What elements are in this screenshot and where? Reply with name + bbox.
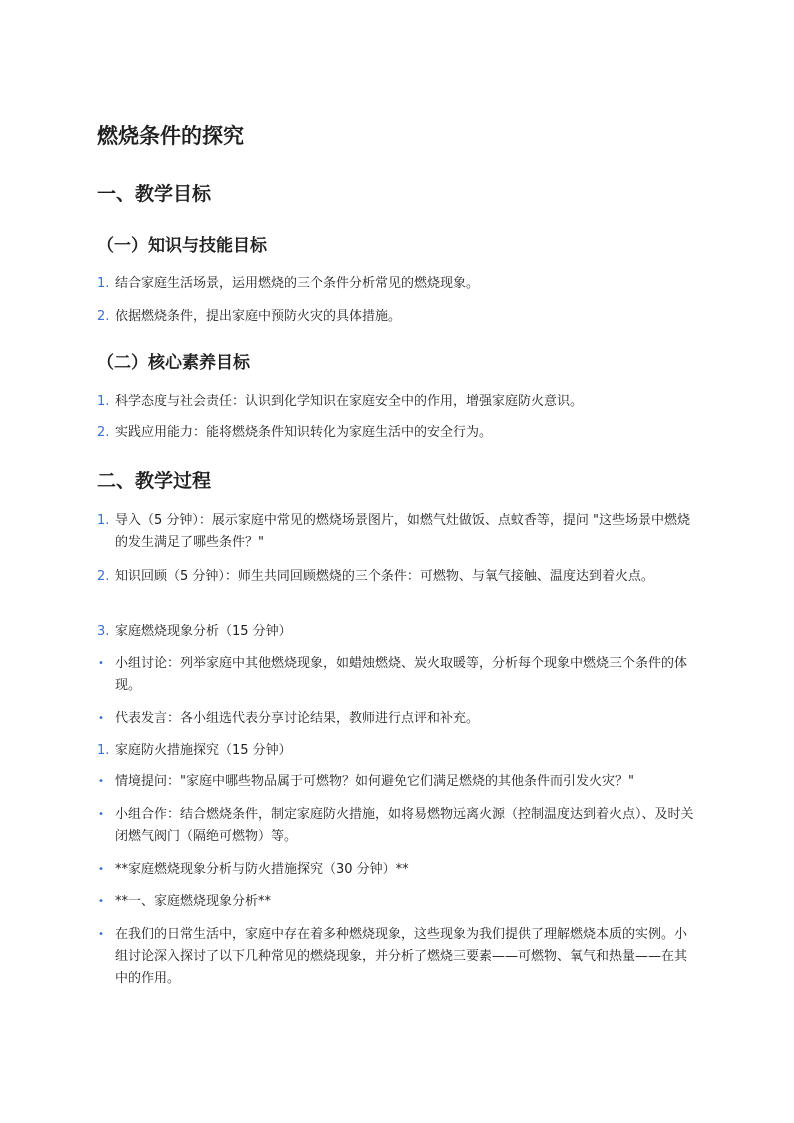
list-item <box>97 891 697 913</box>
list-number: 1. <box>97 513 110 528</box>
section-heading-process: 二、教学过程 <box>97 470 212 492</box>
list-item <box>97 740 697 762</box>
list-item-text: **一、家庭燃烧现象分析** <box>115 894 272 909</box>
list-number: 3. <box>97 624 110 639</box>
list-item-text: 科学态度与社会责任：认识到化学知识在家庭安全中的作用，增强家庭防火意识。 <box>115 394 584 409</box>
list-number: 1. <box>97 743 110 758</box>
list-item <box>97 510 697 554</box>
subsection-heading-knowledge: （一）知识与技能目标 <box>97 236 267 256</box>
bullet-icon: • <box>98 713 104 724</box>
list-item <box>97 708 697 730</box>
list-item <box>97 391 697 413</box>
list-item <box>97 306 697 328</box>
list-item-text: 代表发言：各小组选代表分享讨论结果，教师进行点评和补充。 <box>115 711 480 726</box>
list-item-text: 依据燃烧条件，提出家庭中预防火灾的具体措施。 <box>115 309 402 324</box>
list-item <box>97 771 697 793</box>
list-item <box>97 924 697 990</box>
section-heading-objectives: 一、教学目标 <box>97 183 212 205</box>
subsection-heading-core-literacy: （二）核心素养目标 <box>97 353 250 373</box>
list-item-text: 小组讨论：列举家庭中其他燃烧现象，如蜡烛燃烧、炭火取暖等，分析每个现象中燃烧三个条件的体现。 <box>115 656 688 693</box>
list-number: 2. <box>97 569 110 584</box>
list-item-text: 导入（5 分钟）：展示家庭中常见的燃烧场景图片，如燃气灶做饭、点蚊香等，提问 "这些场景中燃烧的发生满足了哪些条件？" <box>115 513 691 550</box>
list-item-text: 在我们的日常生活中，家庭中存在着多种燃烧现象，这些现象为我们提供了理解燃烧本质的实例。小组讨论深入探讨了以下几种常见的燃烧现象，并分析了燃烧三要素——可燃物、氧气和热量——在其中的作用。 <box>115 927 688 986</box>
bullet-icon: • <box>98 658 104 669</box>
bullet-icon: • <box>98 809 104 820</box>
list-item-text: 实践应用能力：能将燃烧条件知识转化为家庭生活中的安全行为。 <box>115 425 493 440</box>
list-item <box>97 566 697 588</box>
list-item-text: **家庭燃烧现象分析与防火措施探究（30 分钟）** <box>115 862 409 877</box>
list-item-text: 知识回顾（5 分钟）：师生共同回顾燃烧的三个条件：可燃物、与氧气接触、温度达到着火点。 <box>115 569 654 584</box>
list-item <box>97 804 697 848</box>
list-item <box>97 273 697 295</box>
document-title: 燃烧条件的探究 <box>97 124 244 148</box>
bullet-icon: • <box>98 864 104 875</box>
list-number: 2. <box>97 425 110 440</box>
list-item-text: 情境提问："家庭中哪些物品属于可燃物？如何避免它们满足燃烧的其他条件而引发火灾？" <box>115 774 634 789</box>
list-item <box>97 653 697 697</box>
bullet-icon: • <box>98 896 104 907</box>
list-number: 1. <box>97 394 110 409</box>
list-item-text: 家庭燃烧现象分析（15 分钟） <box>115 624 292 639</box>
list-number: 1. <box>97 276 110 291</box>
list-item <box>97 422 697 444</box>
list-item <box>97 859 697 881</box>
list-item-text: 结合家庭生活场景，运用燃烧的三个条件分析常见的燃烧现象。 <box>115 276 480 291</box>
list-item-text: 小组合作：结合燃烧条件，制定家庭防火措施，如将易燃物远离火源（控制温度达到着火点）、及时关闭燃气阀门（隔绝可燃物）等。 <box>115 807 694 844</box>
bullet-icon: • <box>98 776 104 787</box>
list-item <box>97 621 697 643</box>
list-item-text: 家庭防火措施探究（15 分钟） <box>115 743 292 758</box>
bullet-icon: • <box>98 929 104 940</box>
list-number: 2. <box>97 309 110 324</box>
